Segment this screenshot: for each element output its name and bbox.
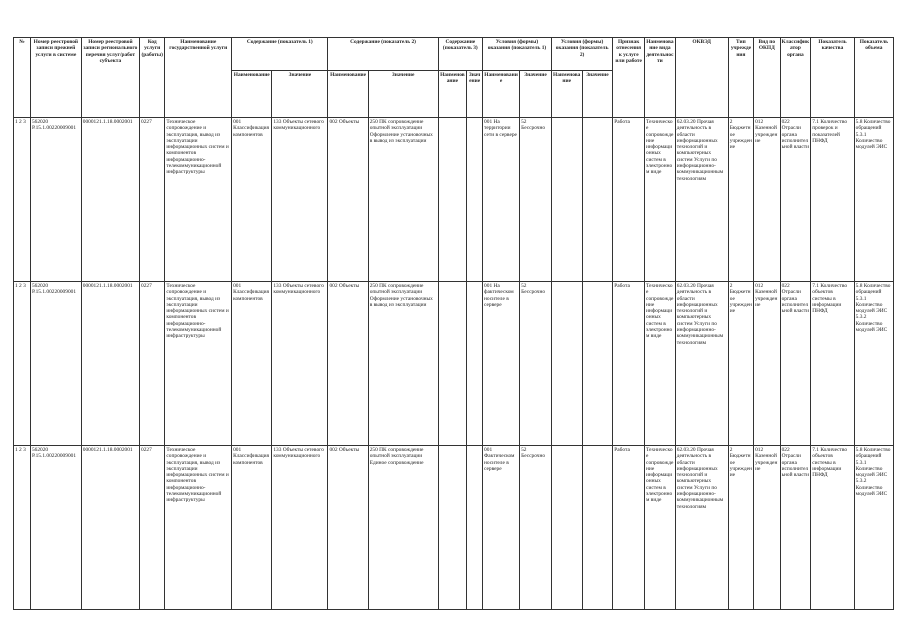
table-row — [14, 118, 894, 282]
col-code: Код услуги (работы) — [140, 38, 165, 118]
cell-okved: 62.03.20 Прочая деятельность в области информационных технологий и компьютерных систем Услуги по информационно-коммуникационным технологиям — [675, 282, 728, 446]
cell-c1v: 133 Объекты сетевого коммуникационного — [272, 118, 328, 282]
col-reg-regional: Номер реестровой записи регионального перечня услуг/работ субъекта — [81, 38, 139, 118]
table-row — [14, 446, 894, 610]
cell-reg2: 0000121.1.18.0002001 — [81, 118, 139, 282]
cell-u1v: 52 Бессрочно — [520, 446, 552, 610]
col-conditions-2: Условия (формы) оказания (показатель 2) — [551, 38, 612, 71]
cell-u2v — [582, 282, 613, 446]
cell-c3n — [438, 118, 467, 282]
cell-reg: 562020 Р.15.1.00220009001 — [30, 118, 81, 282]
cell-code: 0227 — [140, 118, 165, 282]
cell-classifier: 022 Отрасли органа исполнительной власти — [780, 282, 811, 446]
cell-reg: 562020 Р.15.1.00220009001 — [30, 446, 81, 610]
cell-name: Техническое сопровождение и эксплуатация, вывод из эксплуатации информационных систем и компонентов информационно-телекоммуникационной инфраструктуры — [165, 282, 232, 446]
sub-value: Значение — [467, 71, 483, 118]
cell-u2n — [551, 446, 582, 610]
sub-name: Наименование — [232, 71, 272, 118]
cell-sign: Работа — [613, 446, 645, 610]
cell-classifier: 022 Отрасли органа исполнительной власти — [780, 446, 811, 610]
cell-okpd: 012 Казенной учреждение — [754, 282, 780, 446]
col-okpd: Вид по ОКПД — [754, 38, 780, 118]
cell-code: 0227 — [140, 446, 165, 610]
sub-name: Наименование — [483, 71, 520, 118]
cell-u1n: 001 На территории сети в сервере — [483, 118, 520, 282]
cell-code: 0227 — [140, 282, 165, 446]
col-num: № — [14, 38, 31, 118]
sub-value: Значение — [520, 71, 552, 118]
sub-value: Значение — [272, 71, 328, 118]
cell-u1v: 52 Бессрочно — [520, 282, 552, 446]
cell-u1n: 001 Фактическом носителе в сервере — [483, 446, 520, 610]
cell-okved: 62.03.20 Прочая деятельность в области информационных технологий и компьютерных систем Услуги по информационно-коммуникационным технологиям — [675, 118, 728, 282]
col-content-3: Содержание (показатель 3) — [438, 38, 482, 71]
cell-c2n: 002 Объекты — [328, 282, 368, 446]
cell-reg2: 0000121.1.18.0002001 — [81, 282, 139, 446]
registry-table-sheet — [13, 37, 894, 610]
cell-c3n — [438, 446, 467, 610]
cell-volume: 5.8 Количество обращений 5.3.1 Количество модулей ЭИС — [854, 118, 893, 282]
sub-name: Наименование — [438, 71, 467, 118]
cell-num: 1 2 3 — [14, 446, 31, 610]
cell-c1n: 001 Классификация компонентов — [232, 118, 272, 282]
col-content-2: Содержание (показатель 2) — [328, 38, 438, 71]
cell-reg2: 0000121.1.18.0002001 — [81, 446, 139, 610]
sub-value: Значение — [368, 71, 438, 118]
cell-c3v — [467, 118, 483, 282]
cell-c2v: 250 ПК сопровождение опытной эксплуатации Оформление установочных в вывод из эксплуатации — [368, 118, 438, 282]
cell-kind: Техническое сопровождение информационных систем в электронном виде — [645, 446, 676, 610]
col-reg: Номер реестровой записи прежней услуги в системе — [30, 38, 81, 118]
col-quality: Показатель качества — [811, 38, 854, 118]
cell-name: Техническое сопровождение и эксплуатация, вывод из эксплуатации информационных систем и компонентов информационно-телекоммуникационной инфраструктуры — [165, 446, 232, 610]
registry-table — [13, 37, 894, 610]
cell-type: 2 Бюджетное учреждение — [728, 282, 753, 446]
cell-quality: 7.1 Количество объектов системы в информации ПНФД — [811, 282, 854, 446]
cell-reg: 562020 Р.15.1.00220009001 — [30, 282, 81, 446]
cell-u1n: 001 На фактическом носителе в сервере — [483, 282, 520, 446]
col-classifier: Классификатор органа — [780, 38, 811, 118]
cell-okpd: 012 Казенной учреждение — [754, 446, 780, 610]
col-type: Тип учреждения — [728, 38, 753, 118]
cell-type: 2 Бюджетное учреждение — [728, 446, 753, 610]
sub-name: Наименование — [328, 71, 368, 118]
cell-c3v — [467, 282, 483, 446]
cell-sign: Работа — [613, 282, 645, 446]
cell-c1v: 133 Объекты сетевого коммуникационного — [272, 282, 328, 446]
cell-okved: 62.03.20 Прочая деятельность в области информационных технологий и компьютерных систем Услуги по информационно-коммуникационным технологиям — [675, 446, 728, 610]
col-conditions-1: Условия (формы) оказания (показатель 1) — [483, 38, 552, 71]
cell-u2v — [582, 446, 613, 610]
cell-u1v: 52 Бессрочно — [520, 118, 552, 282]
cell-c2n: 002 Объекты — [328, 118, 368, 282]
cell-num: 1 2 3 — [14, 118, 31, 282]
cell-type: 2 Бюджетное учреждение — [728, 118, 753, 282]
cell-c1n: 001 Классификация компонентов — [232, 282, 272, 446]
cell-c2n: 002 Объекты — [328, 446, 368, 610]
sub-value: Значение — [582, 71, 613, 118]
cell-volume: 5.8 Количество обращений 5.3.1 Количество модулей ЭИС 5.3.2 Количество модулей ЭИС — [854, 446, 893, 610]
col-volume: Показатель объема — [854, 38, 893, 118]
cell-u2v — [582, 118, 613, 282]
col-name: Наименование государственной услуги — [165, 38, 232, 118]
cell-c2v: 250 ПК сопровождение опытной эксплуатации Оформление установочных в вывод из эксплуатации — [368, 282, 438, 446]
sub-name: Наименование — [551, 71, 582, 118]
cell-kind: Техническое сопровождение информационных систем в электронном виде — [645, 118, 676, 282]
cell-kind: Техническое сопровождение информационных систем в электронном виде — [645, 282, 676, 446]
cell-classifier: 022 Отрасли органа исполнительной власти — [780, 118, 811, 282]
cell-name: Техническое сопровождение и эксплуатация, вывод из эксплуатации информационных систем и компонентов информационно-телекоммуникационной инфраструктуры — [165, 118, 232, 282]
col-okved: ОКВЭД — [675, 38, 728, 118]
cell-quality: 7.1 Количество проверок и показателей ПНФД — [811, 118, 854, 282]
cell-sign: Работа — [613, 118, 645, 282]
table-row — [14, 282, 894, 446]
cell-quality: 7.1 Количество объектов системы в информации ПНФД — [811, 446, 854, 610]
cell-num: 1 2 3 — [14, 282, 31, 446]
cell-c3v — [467, 446, 483, 610]
cell-u2n — [551, 282, 582, 446]
cell-c3n — [438, 282, 467, 446]
cell-c2v: 250 ПК сопровождение опытной эксплуатации Единое сопровождение — [368, 446, 438, 610]
cell-c1v: 133 Объекты сетевого коммуникационного — [272, 446, 328, 610]
col-kind: Наименование вида деятельности — [645, 38, 676, 118]
cell-okpd: 012 Казенной учреждение — [754, 118, 780, 282]
col-sign: Признак отнесения к услуге или работе — [613, 38, 645, 118]
cell-c1n: 001 Классификация компонентов — [232, 446, 272, 610]
cell-volume: 5.8 Количество обращений 5.3.1 Количество модулей ЭИС 5.3.2 Количество модулей ЭИС — [854, 282, 893, 446]
col-content-1: Содержание (показатель 1) — [232, 38, 328, 71]
cell-u2n — [551, 118, 582, 282]
